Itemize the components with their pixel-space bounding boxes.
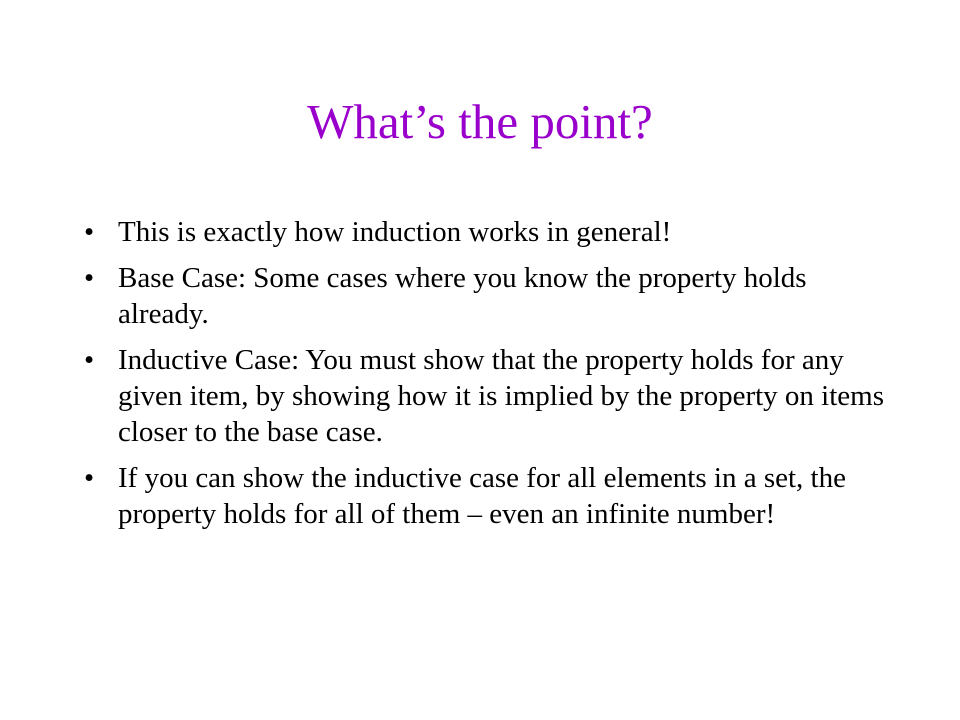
bullet-item [84, 260, 884, 332]
bullet-dot-icon: • [84, 216, 95, 248]
slide-title: What’s the point? [307, 94, 653, 149]
bullet-dot-icon: • [84, 344, 95, 376]
bullet-text: Inductive Case: You must show that the property holds for any given item, by showing how it is implied by the property on items closer to the base case. [118, 344, 885, 448]
bullet-text: Base Case: Some cases where you know the property holds already. [118, 262, 807, 330]
bullet-text: This is exactly how induction works in general! [118, 216, 672, 248]
bullet-item [84, 342, 884, 450]
bullet-item [84, 460, 884, 532]
bullet-dot-icon: • [84, 462, 95, 494]
bullet-item [84, 214, 884, 250]
bullet-list [84, 214, 884, 542]
bullet-dot-icon: • [84, 262, 95, 294]
bullet-text: If you can show the inductive case for all elements in a set, the property holds for all of them – even an infinite number! [118, 462, 846, 530]
